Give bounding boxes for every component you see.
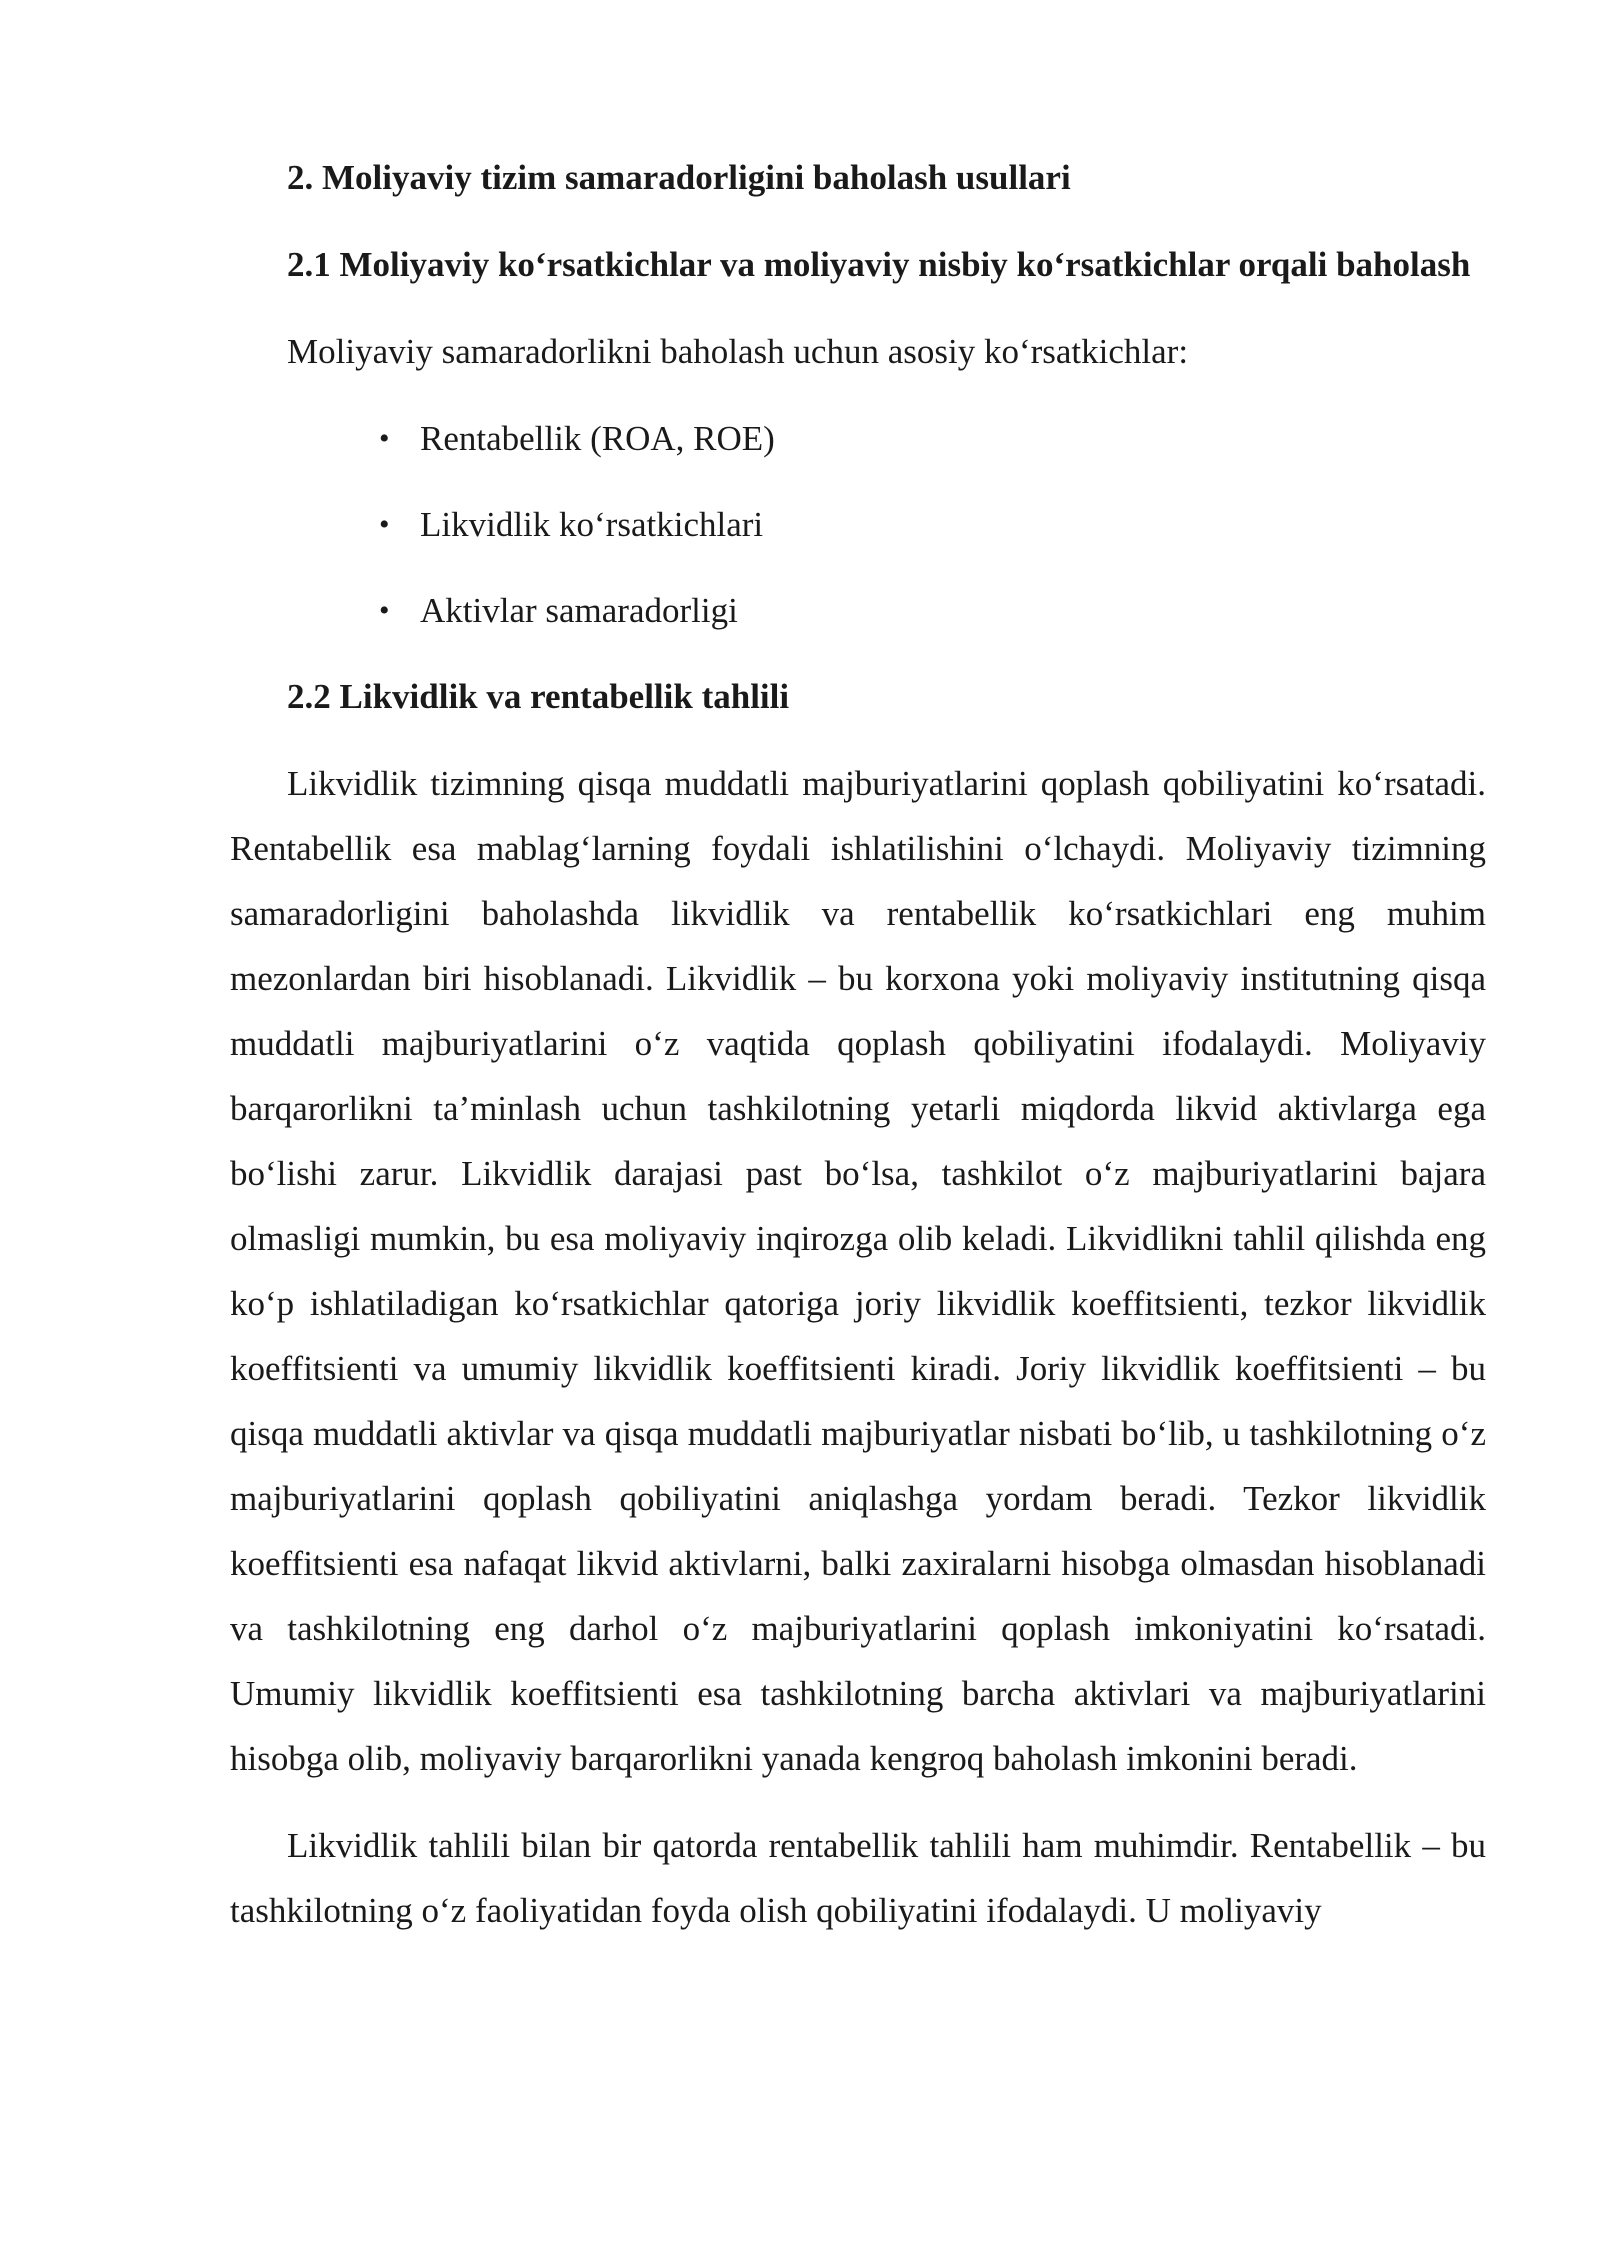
bullet-icon: • (379, 508, 390, 541)
intro-paragraph: Moliyaviy samaradorlikni baholash uchun asosiy ko‘rsatkichlar: (287, 332, 1189, 371)
list-item (230, 406, 1486, 471)
list-item (230, 578, 1486, 643)
list-item-text: Rentabellik (ROA, ROE) (420, 419, 775, 458)
indicator-list (230, 406, 1486, 643)
body-paragraph: Likvidlik tahlili bilan bir qatorda rentabellik tahlili ham muhimdir. Rentabellik – bu tashkilotning o‘z faoliyatidan foyda olish qobiliyatini ifodalaydi. U moliyaviy (230, 1826, 1486, 1930)
subsection-heading-2-1: 2.1 Moliyaviy ko‘rsatkichlar va moliyaviy nisbiy ko‘rsatkichlar orqali baholash (287, 245, 1471, 284)
bullet-icon: • (379, 422, 390, 455)
page-content (230, 145, 1486, 1965)
list-item-text: Likvidlik ko‘rsatkichlari (420, 505, 764, 544)
section-heading: 2. Moliyaviy tizim samaradorligini baholash usullari (287, 158, 1071, 197)
bullet-icon: • (379, 594, 390, 627)
subsection-heading-2-2: 2.2 Likvidlik va rentabellik tahlili (287, 677, 790, 716)
body-paragraph: Likvidlik tizimning qisqa muddatli majburiyatlarini qoplash qobiliyatini ko‘rsatadi. Rentabellik esa mablag‘larning foydali ishlatilishini o‘lchaydi. Moliyaviy tizimning samaradorligini baholashda likvidlik va rentabellik ko‘rsatkichlari eng muhim mezonlardan biri hisoblanadi. Likvidlik – bu korxona yoki moliyaviy institutning qisqa muddatli majburiyatlarini o‘z vaqtida qoplash qobiliyatini ifodalaydi. Moliyaviy barqarorlikni ta’minlash uchun tashkilotning yetarli miqdorda likvid aktivlarga ega bo‘lishi zarur. Likvidlik darajasi past bo‘lsa, tashkilot o‘z majburiyatlarini bajara olmasligi mumkin, bu esa moliyaviy inqirozga olib keladi. Likvidlikni tahlil qilishda eng ko‘p ishlatiladigan ko‘rsatkichlar qatoriga joriy likvidlik koeffitsienti, tezkor likvidlik koeffitsienti va umumiy likvidlik koeffitsienti kiradi. Joriy likvidlik koeffitsienti – bu qisqa muddatli aktivlar va qisqa muddatli majburiyatlar nisbati bo‘lib, u tashkilotning o‘z majburiyatlarini qoplash qobiliyatini aniqlashga yordam beradi. Tezkor likvidlik koeffitsienti esa nafaqat likvid aktivlarni, balki zaxiralarni hisobga olmasdan hisoblanadi va tashkilotning eng darhol o‘z majburiyatlarini qoplash imkoniyatini ko‘rsatadi. Umumiy likvidlik koeffitsienti esa tashkilotning barcha aktivlari va majburiyatlarini hisobga olib, moliyaviy barqarorlikni yanada kengroq baholash imkonini beradi. (230, 764, 1486, 1778)
list-item (230, 492, 1486, 557)
list-item-text: Aktivlar samaradorligi (420, 591, 738, 630)
